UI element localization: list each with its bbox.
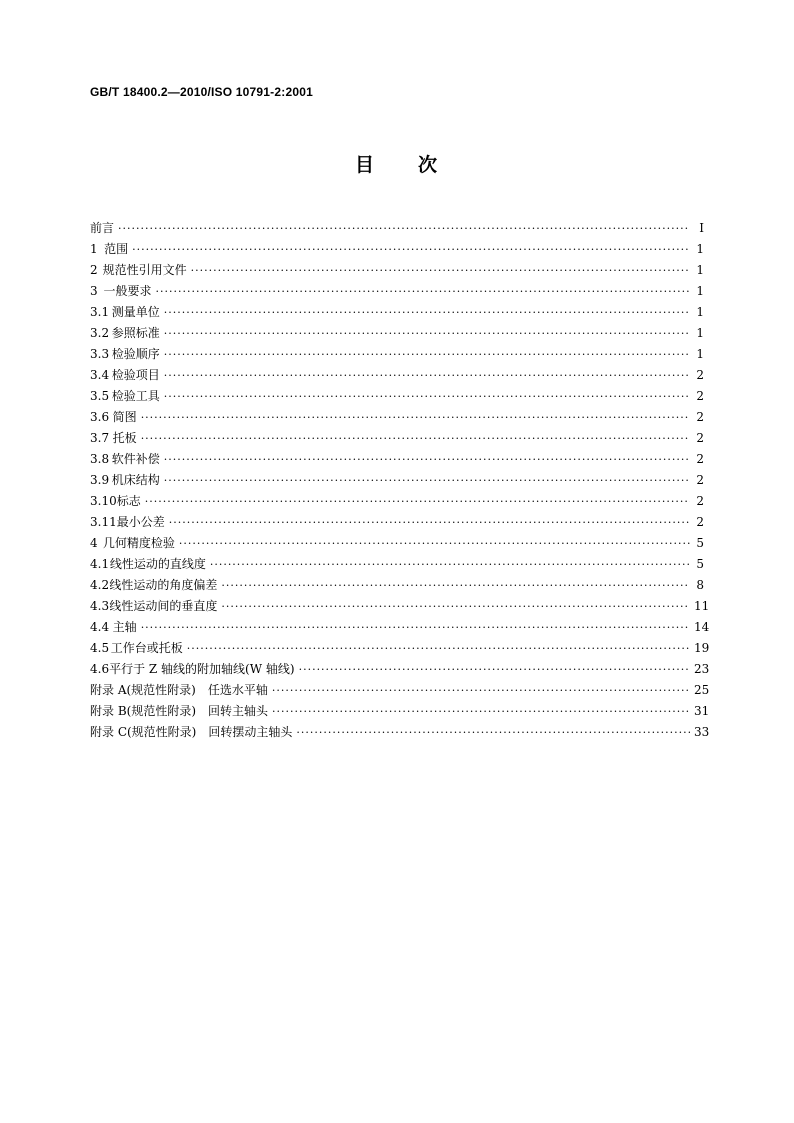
toc-entry[interactable] xyxy=(90,638,710,659)
toc-entry-label: 检验顺序 xyxy=(111,347,160,361)
toc-entry[interactable] xyxy=(90,365,704,386)
toc-leader-dots xyxy=(156,281,691,302)
toc-entry-page: 5 xyxy=(696,557,704,571)
toc-entry-label: 一般要求 xyxy=(103,284,152,298)
toc-leader-dots xyxy=(169,512,690,533)
toc-entry[interactable] xyxy=(90,491,704,512)
toc-entry-number: 3 xyxy=(90,284,98,298)
toc-leader-dots xyxy=(187,638,690,659)
toc-entry-page: 2 xyxy=(696,515,704,529)
toc-entry-number: 3.11 xyxy=(90,515,117,529)
toc-entry-page: 1 xyxy=(696,242,704,256)
toc-entry-label: 附录 A(规范性附录) 任选水平轴 xyxy=(90,683,268,697)
toc-entry-page: 2 xyxy=(696,410,704,424)
toc-leader-dots xyxy=(296,722,690,743)
toc-leader-dots xyxy=(145,491,690,512)
toc-entry-number: 4.4 xyxy=(90,620,110,634)
toc-entry-label: 附录 C(规范性附录) 回转摆动主轴头 xyxy=(90,725,293,739)
toc-entry[interactable] xyxy=(90,449,704,470)
toc-entry-page: 25 xyxy=(694,683,710,697)
standard-code-header: GB/T 18400.2—2010/ISO 10791-2:2001 xyxy=(90,85,313,99)
toc-entry-number: 3.7 xyxy=(90,431,110,445)
toc-entry-label: 机床结构 xyxy=(111,473,160,487)
toc-entry-page: 2 xyxy=(696,473,704,487)
toc-entry-page: 1 xyxy=(696,326,704,340)
toc-entry-label: 软件补偿 xyxy=(111,452,160,466)
toc-leader-dots xyxy=(299,659,690,680)
toc-entry-page: 2 xyxy=(696,389,704,403)
toc-entry[interactable] xyxy=(90,218,704,239)
toc-entry-label: 规范性引用文件 xyxy=(102,263,187,277)
toc-entry-page: 5 xyxy=(696,536,704,550)
toc-entry[interactable] xyxy=(90,722,710,743)
toc-entry-page: 33 xyxy=(694,725,710,739)
toc-entry-number: 3.6 xyxy=(90,410,110,424)
toc-entry-number: 4.2 xyxy=(90,578,110,592)
toc-entry[interactable] xyxy=(90,239,704,260)
toc-entry-page: 14 xyxy=(694,620,710,634)
toc-entry-page: 2 xyxy=(696,431,704,445)
toc-entry-label: 附录 B(规范性附录) 回转主轴头 xyxy=(90,704,268,718)
toc-leader-dots xyxy=(210,554,690,575)
toc-leader-dots xyxy=(272,680,690,701)
toc-entry-label: 简图 xyxy=(112,410,137,424)
toc-entry-number: 3.1 xyxy=(90,305,110,319)
toc-leader-dots xyxy=(272,701,690,722)
toc-entry[interactable] xyxy=(90,575,704,596)
toc-entry-number: 3.10 xyxy=(90,494,117,508)
toc-leader-dots xyxy=(118,218,690,239)
toc-entry-label: 线性运动的直线度 xyxy=(109,557,206,571)
toc-entry-page: 2 xyxy=(696,368,704,382)
toc-leader-dots xyxy=(221,596,690,617)
toc-entry-page: 23 xyxy=(694,662,710,676)
toc-entry-number: 3.3 xyxy=(90,347,110,361)
toc-entry-number: 1 xyxy=(90,242,98,256)
toc-entry-label: 几何精度检验 xyxy=(102,536,175,550)
toc-entry-label: 工作台或托板 xyxy=(110,641,183,655)
toc-entry-page: Ⅰ xyxy=(699,221,704,235)
toc-entry-number: 3.2 xyxy=(90,326,110,340)
title-char-1: 目 xyxy=(354,154,376,176)
table-of-contents xyxy=(90,218,710,743)
toc-entry[interactable] xyxy=(90,512,704,533)
toc-entry-number: 4 xyxy=(90,536,98,550)
toc-entry[interactable] xyxy=(90,302,704,323)
toc-entry-label: 线性运动的角度偏差 xyxy=(109,578,218,592)
toc-entry-number: 3.4 xyxy=(90,368,110,382)
page-title xyxy=(0,150,794,177)
toc-entry-number: 4.1 xyxy=(90,557,110,571)
toc-entry[interactable] xyxy=(90,701,710,722)
toc-entry-label: 线性运动间的垂直度 xyxy=(109,599,218,613)
toc-entry-page: 1 xyxy=(696,263,704,277)
toc-entry[interactable] xyxy=(90,386,704,407)
toc-entry-number: 4.3 xyxy=(90,599,110,613)
toc-entry-label: 平行于 Z 轴线的附加轴线(W 轴线) xyxy=(109,662,295,676)
toc-leader-dots xyxy=(132,239,690,260)
toc-leader-dots xyxy=(191,260,690,281)
toc-entry[interactable] xyxy=(90,260,704,281)
toc-entry-number: 2 xyxy=(90,263,98,277)
toc-leader-dots xyxy=(179,533,690,554)
title-char-2: 次 xyxy=(418,154,440,176)
toc-leader-dots xyxy=(221,575,690,596)
toc-entry-page: 11 xyxy=(694,599,710,613)
toc-entry[interactable] xyxy=(90,659,710,680)
toc-leader-dots xyxy=(164,365,690,386)
toc-leader-dots xyxy=(141,407,690,428)
toc-entry[interactable] xyxy=(90,428,704,449)
toc-entry-label: 参照标准 xyxy=(111,326,160,340)
toc-entry-page: 1 xyxy=(696,347,704,361)
toc-entry-page: 2 xyxy=(696,494,704,508)
toc-entry-page: 1 xyxy=(696,305,704,319)
toc-entry-page: 19 xyxy=(694,641,710,655)
toc-entry[interactable] xyxy=(90,281,704,302)
toc-entry[interactable] xyxy=(90,470,704,491)
toc-leader-dots xyxy=(164,344,690,365)
toc-entry-label: 标志 xyxy=(116,494,141,508)
toc-entry[interactable] xyxy=(90,533,704,554)
toc-entry-label: 检验项目 xyxy=(111,368,160,382)
toc-entry-page: 31 xyxy=(694,704,710,718)
toc-entry-label: 范围 xyxy=(104,242,129,256)
toc-entry-number: 3.9 xyxy=(90,473,110,487)
toc-entry-page: 2 xyxy=(696,452,704,466)
toc-entry-label: 测量单位 xyxy=(111,305,160,319)
toc-entry[interactable] xyxy=(90,680,710,701)
toc-entry[interactable] xyxy=(90,617,710,638)
toc-leader-dots xyxy=(141,428,690,449)
toc-entry[interactable] xyxy=(90,407,704,428)
toc-entry[interactable] xyxy=(90,596,710,617)
toc-leader-dots xyxy=(164,386,690,407)
toc-entry-label: 检验工具 xyxy=(111,389,160,403)
toc-entry-number: 4.5 xyxy=(90,641,110,655)
toc-entry-label: 托板 xyxy=(112,431,137,445)
toc-leader-dots xyxy=(164,302,690,323)
toc-entry-number: 3.8 xyxy=(90,452,110,466)
toc-entry[interactable] xyxy=(90,323,704,344)
toc-entry-label: 前言 xyxy=(90,221,115,235)
toc-leader-dots xyxy=(164,470,690,491)
toc-leader-dots xyxy=(164,323,690,344)
toc-entry-page: 1 xyxy=(696,284,704,298)
toc-leader-dots xyxy=(141,617,690,638)
toc-leader-dots xyxy=(164,449,690,470)
toc-entry-number: 4.6 xyxy=(90,662,110,676)
toc-entry-page: 8 xyxy=(696,578,704,592)
toc-entry[interactable] xyxy=(90,344,704,365)
toc-entry-number: 3.5 xyxy=(90,389,110,403)
toc-entry-label: 最小公差 xyxy=(116,515,165,529)
toc-entry-label: 主轴 xyxy=(112,620,137,634)
toc-entry[interactable] xyxy=(90,554,704,575)
